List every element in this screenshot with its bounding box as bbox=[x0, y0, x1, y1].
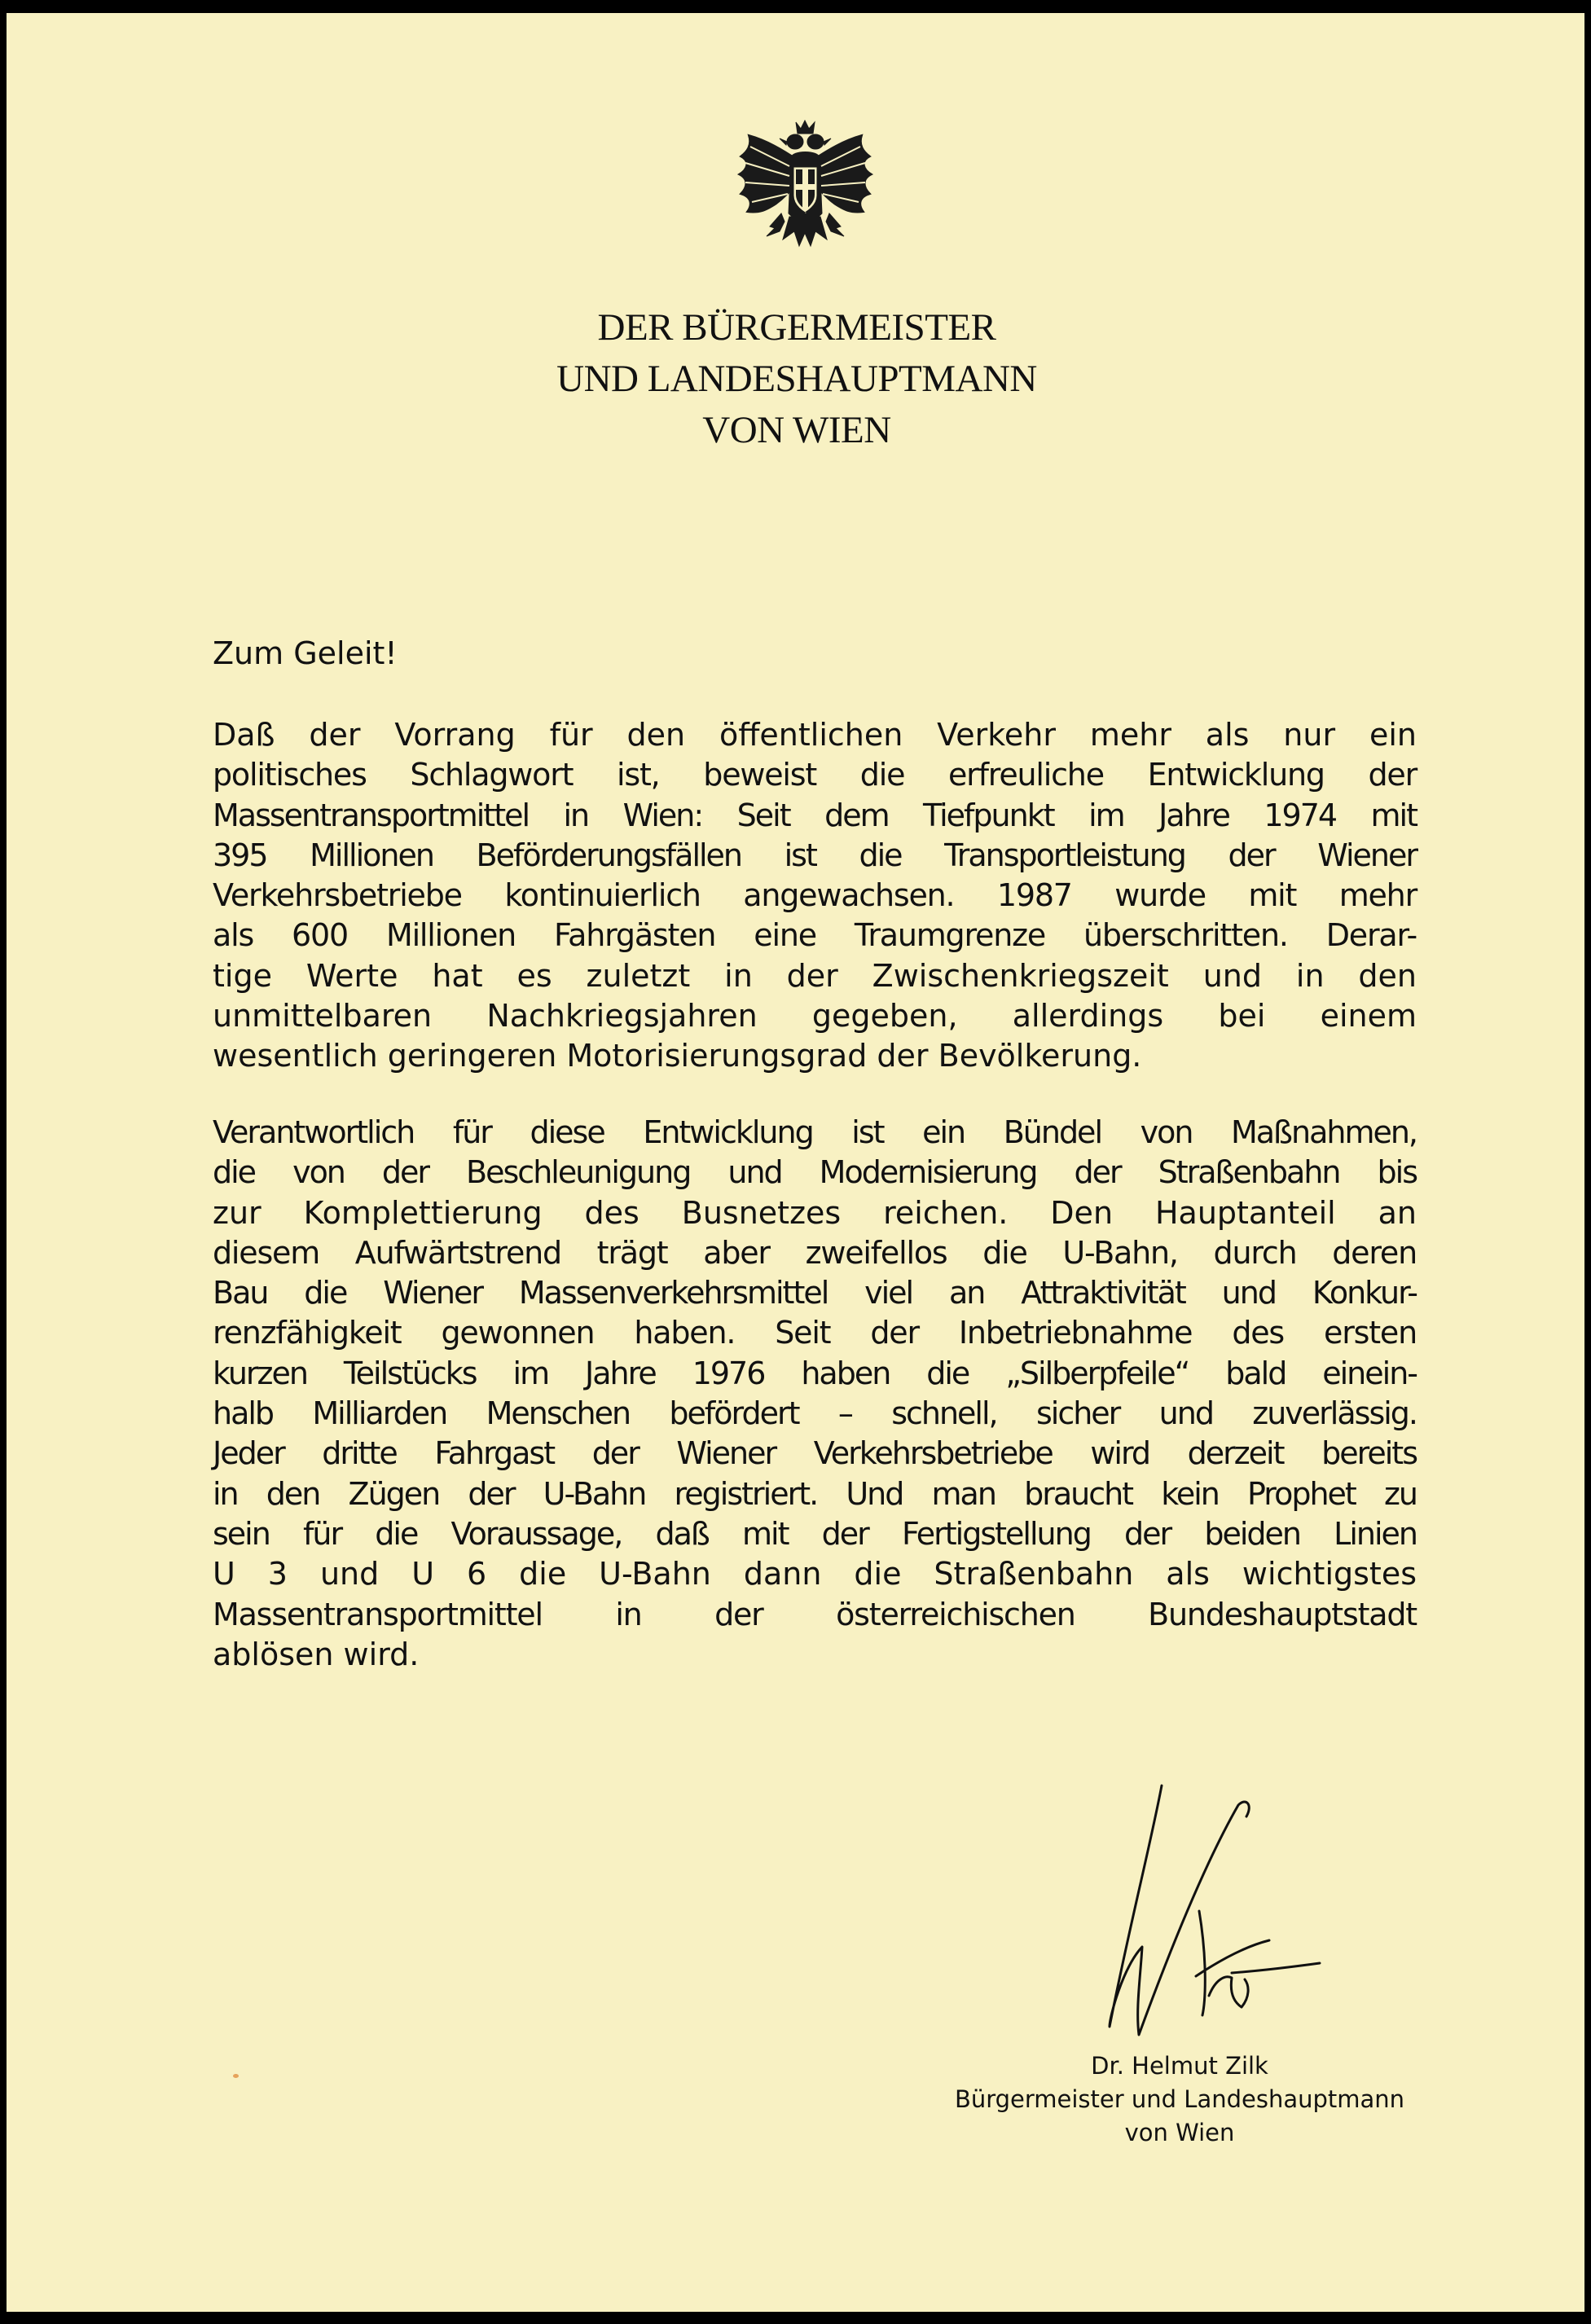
text-line: sein für die Voraussage, daß mit der Fertigstellung der beiden Linien bbox=[213, 1515, 1417, 1552]
letterhead-line: UND LANDESHAUPTMANN bbox=[556, 358, 1037, 400]
handwritten-signature-icon bbox=[1066, 1773, 1359, 2049]
paragraph-1 bbox=[213, 715, 1417, 1077]
signer-block bbox=[927, 2049, 1432, 2150]
text-line: Daß der Vorrang für den öffentlichen Verkehr mehr als nur ein bbox=[213, 717, 1417, 753]
text-line: kurzen Teilstücks im Jahre 1976 haben die „Silberpfeile“ bald einein- bbox=[213, 1355, 1417, 1391]
paper-speck bbox=[233, 2074, 239, 2078]
text-line: in den Zügen der U-Bahn registriert. Und man braucht kein Prophet zu bbox=[213, 1475, 1417, 1512]
letterhead-title bbox=[381, 302, 1212, 456]
text-line: Massentransportmittel in der österreichischen Bundeshauptstadt bbox=[213, 1596, 1417, 1632]
coat-of-arms-icon bbox=[734, 117, 877, 268]
signer-name: Dr. Helmut Zilk bbox=[1091, 2052, 1268, 2080]
text-line: zur Komplettierung des Busnetzes reichen. Den Hauptanteil an bbox=[213, 1194, 1417, 1231]
letterhead-line: DER BÜRGERMEISTER bbox=[597, 306, 996, 349]
text-line: halb Milliarden Menschen befördert – schnell, sicher und zuverlässig. bbox=[213, 1395, 1417, 1432]
text-line: wesentlich geringeren Motorisierungsgrad der Bevölkerung. bbox=[213, 1038, 1142, 1074]
text-line: unmittelbaren Nachkriegsjahren gegeben, allerdings bei einem bbox=[213, 998, 1417, 1035]
text-line: Verantwortlich für diese Entwicklung ist ein Bündel von Maßnahmen, bbox=[213, 1114, 1417, 1150]
letter-page bbox=[7, 13, 1584, 2312]
text-line: politisches Schlagwort ist, beweist die erfreuliche Entwicklung der bbox=[213, 757, 1417, 793]
text-line: Verkehrsbetriebe kontinuierlich angewachsen. 1987 wurde mit mehr bbox=[213, 877, 1417, 914]
text-line: die von der Beschleunigung und Modernisierung der Straßenbahn bis bbox=[213, 1154, 1417, 1191]
signer-title: Bürgermeister und Landeshauptmann bbox=[954, 2085, 1405, 2113]
text-line: Massentransportmittel in Wien: Seit dem Tiefpunkt im Jahre 1974 mit bbox=[213, 797, 1417, 833]
text-line: Bau die Wiener Massenverkehrsmittel viel an Attraktivität und Konkur- bbox=[213, 1275, 1417, 1311]
signer-title: von Wien bbox=[1124, 2119, 1235, 2146]
text-line: U 3 und U 6 die U-Bahn dann die Straßenbahn als wichtigstes bbox=[213, 1556, 1417, 1593]
text-line: Jeder dritte Fahrgast der Wiener Verkehrsbetriebe wird derzeit bereits bbox=[213, 1435, 1417, 1472]
text-line: 395 Millionen Beförderungsfällen ist die Transportleistung der Wiener bbox=[213, 837, 1417, 873]
greeting: Zum Geleit! bbox=[213, 635, 398, 671]
text-line: tige Werte hat es zuletzt in der Zwischenkriegszeit und in den bbox=[213, 957, 1417, 994]
letterhead-line: VON WIEN bbox=[702, 409, 891, 451]
text-line: ablösen wird. bbox=[213, 1636, 420, 1672]
text-line: renzfähigkeit gewonnen haben. Seit der Inbetriebnahme des ersten bbox=[213, 1315, 1417, 1351]
text-line: diesem Aufwärtstrend trägt aber zweifellos die U-Bahn, durch deren bbox=[213, 1234, 1417, 1271]
text-line: als 600 Millionen Fahrgästen eine Traumgrenze überschritten. Derar- bbox=[213, 917, 1417, 954]
paragraph-2 bbox=[213, 1113, 1417, 1675]
